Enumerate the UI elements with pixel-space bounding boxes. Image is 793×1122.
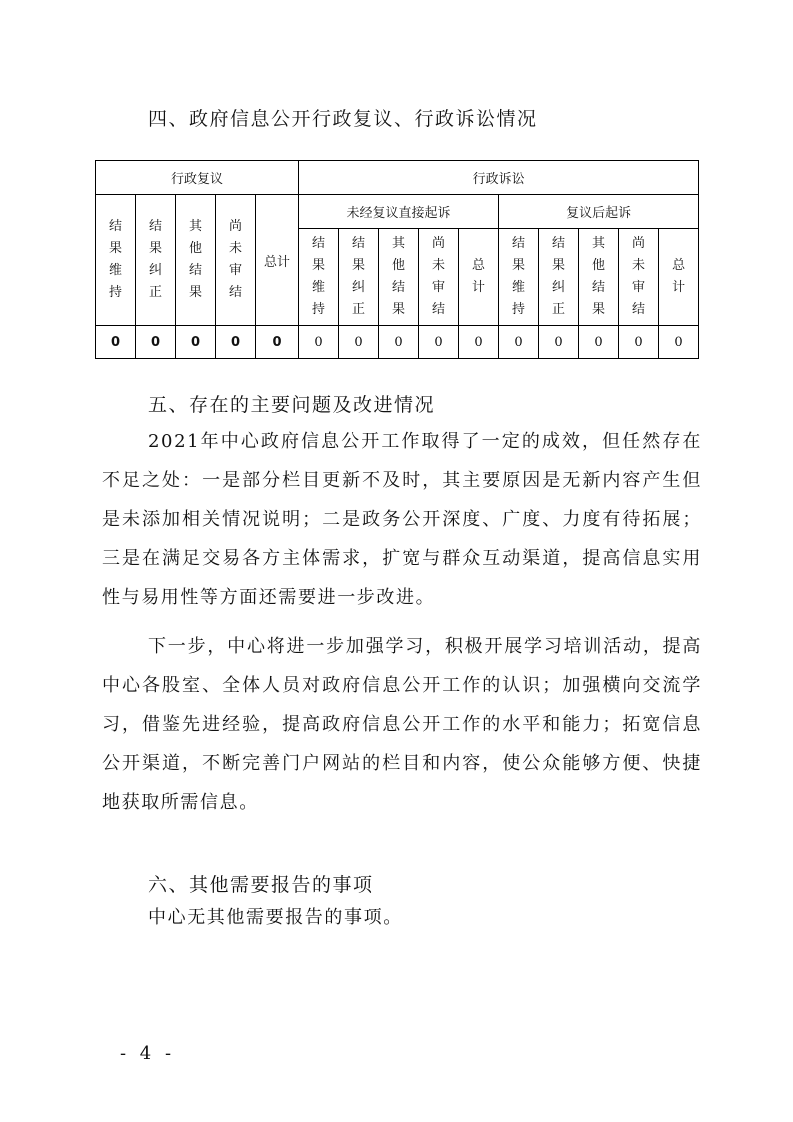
section-5-paragraph-1: 2021年中心政府信息公开工作取得了一定的成效，但任然存在不足之处：一是部分栏目更新不及时，其主要原因是无新内容产生但是未添加相关情况说明；二是政务公开深度、广度、力度有待拓展；三是在满足交易各方主体需求，扩宽与群众互动渠道，提高信息实用性与易用性等方面还需要进一步改进。	[102, 431, 702, 608]
cell-value: 0	[659, 326, 699, 359]
cell-value: 0	[539, 326, 579, 359]
page-number: - 4 -	[120, 1043, 176, 1064]
header-result-upheld: 结 果 维 持	[499, 229, 539, 326]
header-result-upheld: 结 果 维 持	[96, 195, 136, 326]
table-row	[96, 326, 699, 359]
header-admin-litigation: 行政诉讼	[299, 161, 699, 195]
header-result-corrected: 结 果 纠 正	[539, 229, 579, 326]
cell-value: 0	[579, 326, 619, 359]
header-other-result: 其 他 结 果	[379, 229, 419, 326]
section-4-title: 四、政府信息公开行政复议、行政诉讼情况	[148, 108, 538, 130]
section-5-title: 五、存在的主要问题及改进情况	[148, 394, 436, 416]
cell-value: 0	[339, 326, 379, 359]
header-result-corrected: 结 果 纠 正	[339, 229, 379, 326]
section-6-paragraph: 中心无其他需要报告的事项。	[148, 907, 403, 928]
header-result-corrected: 结 果 纠 正	[136, 195, 176, 326]
header-total: 总 计	[459, 229, 499, 326]
header-pending: 尚 未 审 结	[619, 229, 659, 326]
cell-value: 0	[176, 326, 216, 359]
header-total: 总 计	[659, 229, 699, 326]
cell-value: 0	[256, 326, 299, 359]
cell-value: 0	[499, 326, 539, 359]
cell-value: 0	[299, 326, 339, 359]
cell-value: 0	[96, 326, 136, 359]
section-5-paragraph-2: 下一步，中心将进一步加强学习，积极开展学习培训活动，提高中心各股室、全体人员对政府信息公开工作的认识；加强横向交流学习，借鉴先进经验，提高政府信息公开工作的水平和能力；拓宽信息公开渠道，不断完善门户网站的栏目和内容，使公众能够方便、快捷地获取所需信息。	[102, 636, 702, 813]
header-pending: 尚 未 审 结	[216, 195, 256, 326]
header-total: 总计	[256, 195, 299, 326]
review-litigation-table	[95, 160, 699, 359]
header-after-review-suit: 复议后起诉	[499, 195, 699, 229]
header-result-upheld: 结 果 维 持	[299, 229, 339, 326]
table-header-row-2	[96, 195, 699, 229]
cell-value: 0	[459, 326, 499, 359]
cell-value: 0	[379, 326, 419, 359]
cell-value: 0	[619, 326, 659, 359]
table-header-row-1	[96, 161, 699, 195]
header-pending: 尚 未 审 结	[419, 229, 459, 326]
cell-value: 0	[419, 326, 459, 359]
header-admin-review: 行政复议	[96, 161, 299, 195]
header-direct-suit: 未经复议直接起诉	[299, 195, 499, 229]
section-6-title: 六、其他需要报告的事项	[148, 874, 374, 896]
header-other-result: 其 他 结 果	[579, 229, 619, 326]
cell-value: 0	[136, 326, 176, 359]
cell-value: 0	[216, 326, 256, 359]
header-other-result: 其 他 结 果	[176, 195, 216, 326]
